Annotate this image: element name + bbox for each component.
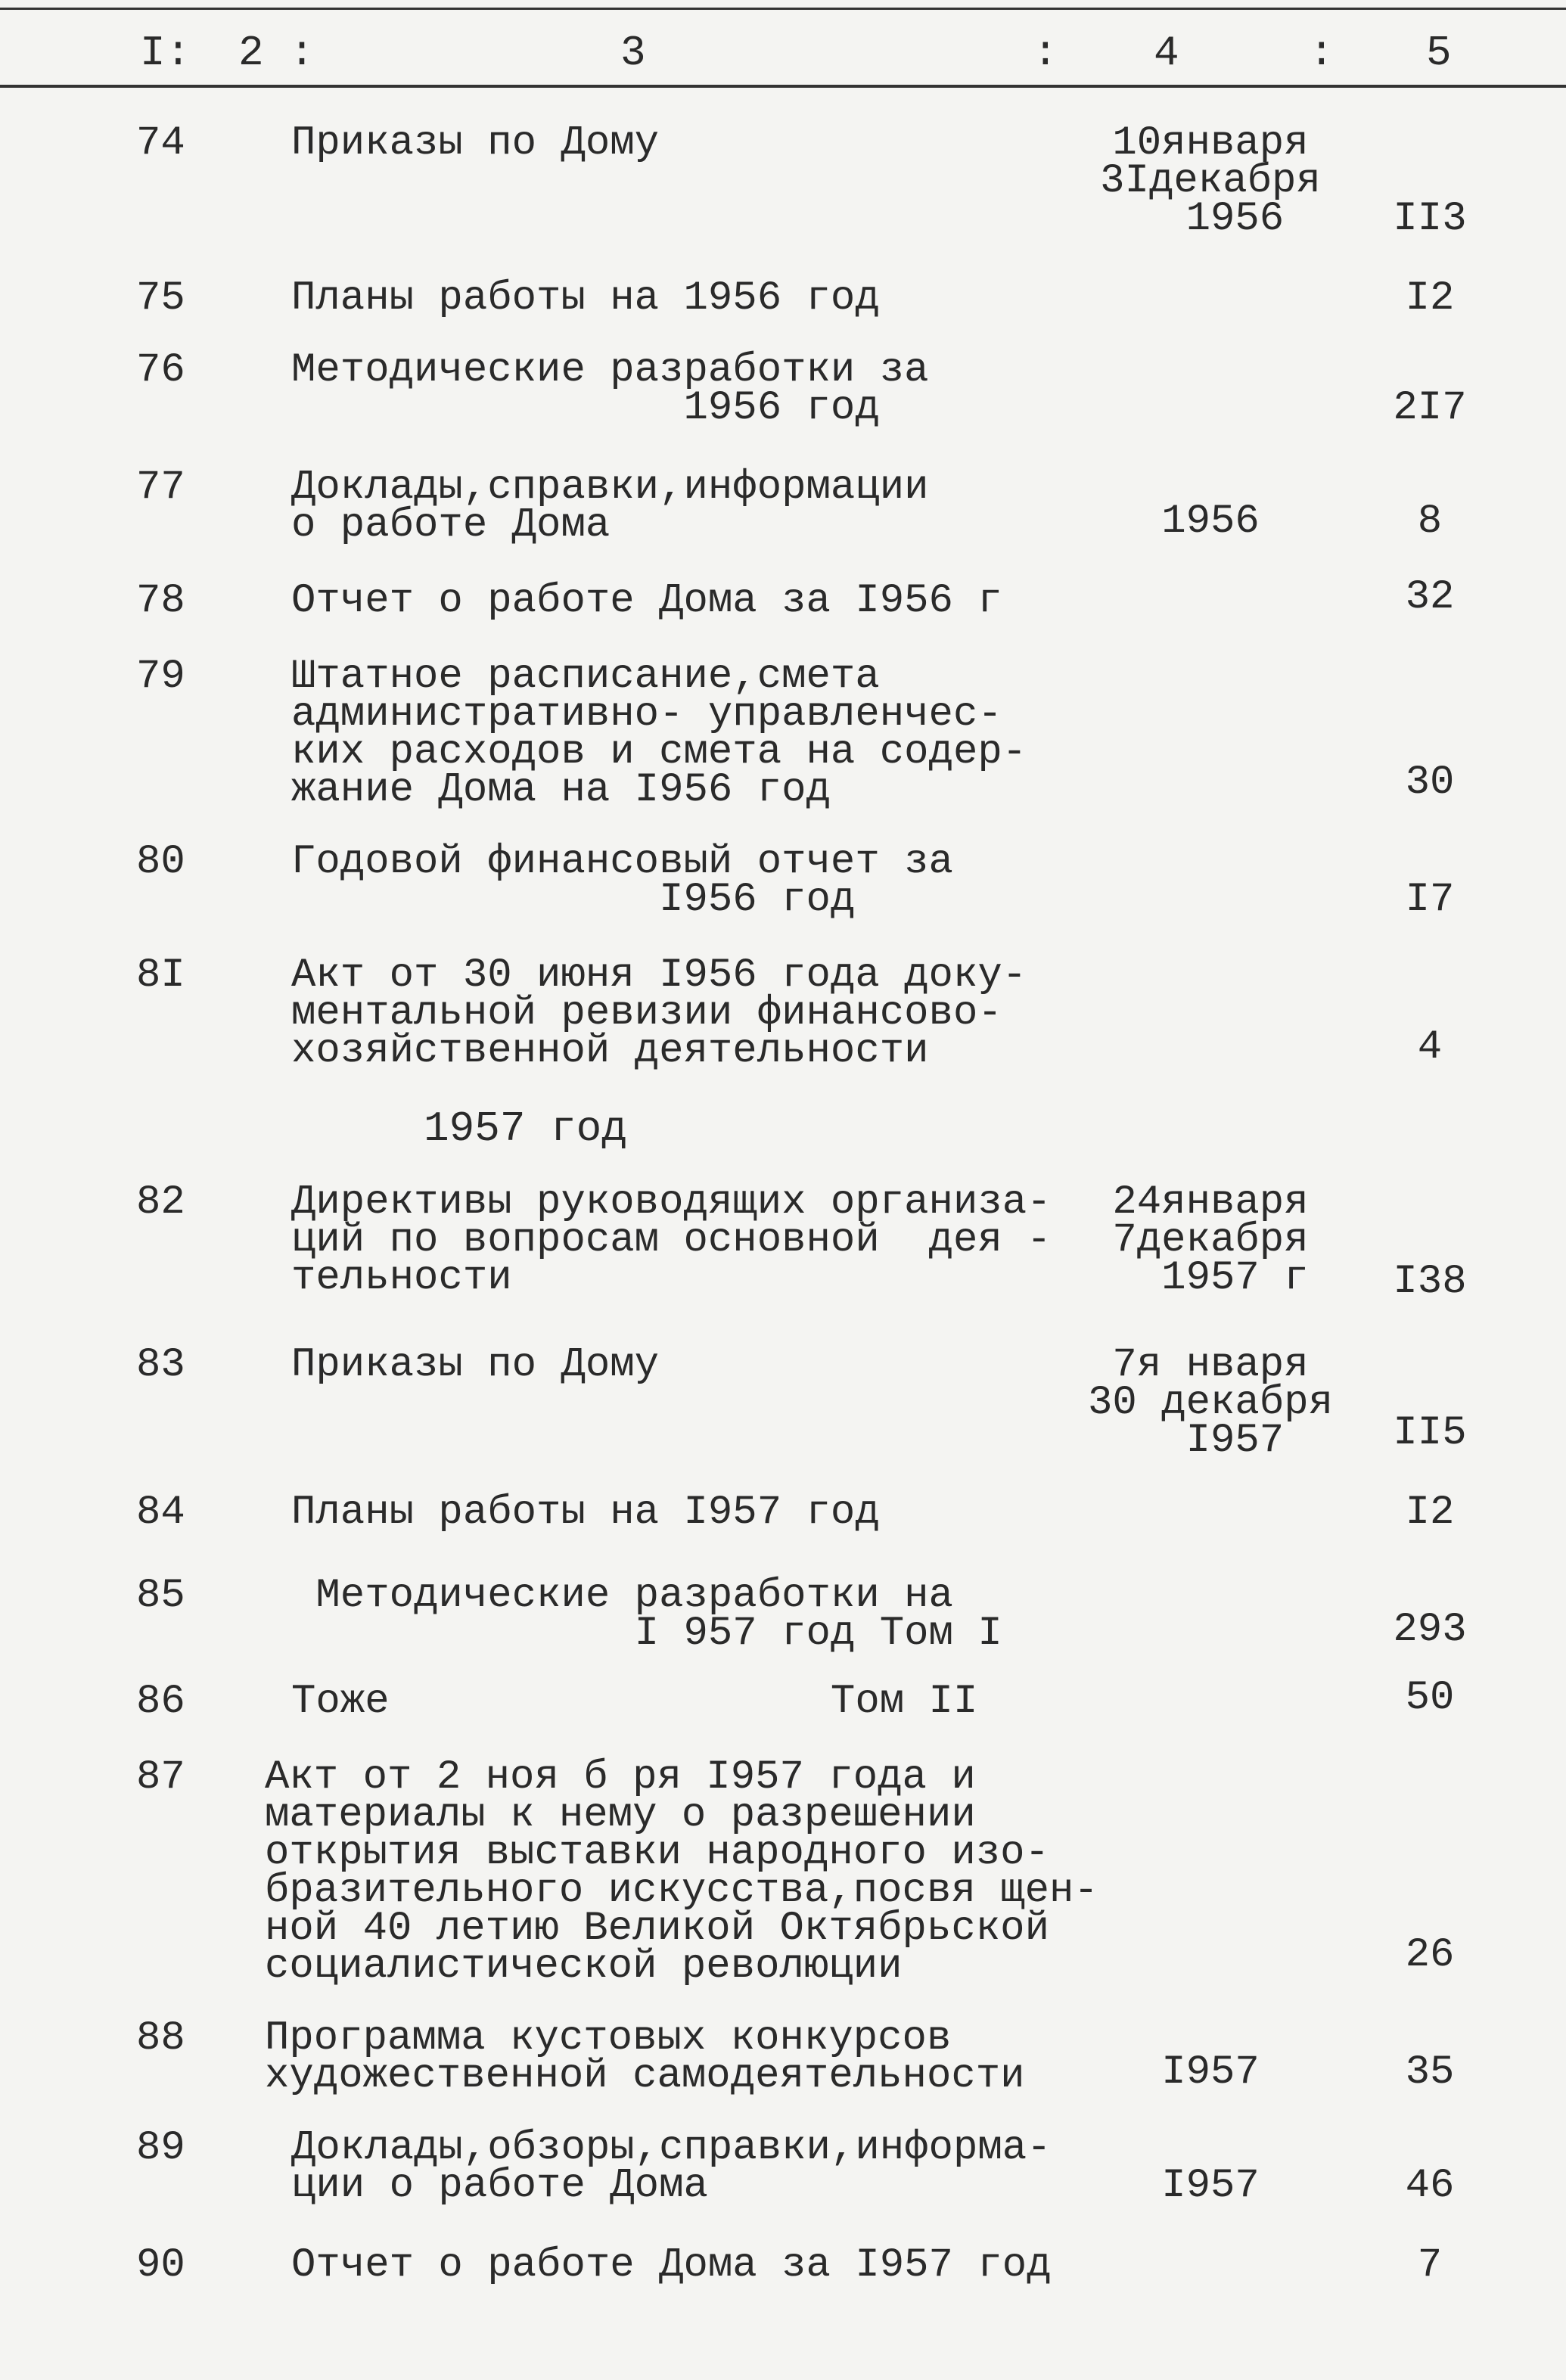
row-number: 85 [136,1573,185,1619]
row-sheet-count: II3 [1393,196,1467,242]
row-number: 78 [136,578,185,624]
row-title: Тоже Том II [291,1679,978,1725]
row-title: Акт от 30 июня I956 года доку- ментальной ревизии финансово- хозяйственной деятельности [291,952,1027,1074]
row-number: 88 [136,2015,185,2062]
row-date: 24января 7декабря 1957 г [1112,1179,1309,1301]
row-number: 87 [136,1754,185,1801]
row-title: Отчет о работе Дома за I956 г [291,578,1002,624]
row-sheet-count: 2I7 [1393,385,1467,431]
row-sheet-count: 35 [1405,2049,1455,2096]
row-title: Приказы по Дому [291,1342,660,1388]
row-title: Годовой финансовый отчет за I956 год [291,839,953,923]
row-number: 83 [136,1342,185,1388]
row-sheet-count: 32 [1405,574,1455,620]
row-sheet-count: 4 [1417,1024,1443,1070]
row-date: I957 [1161,2163,1260,2209]
row-sheet-count: 8 [1417,499,1443,545]
top-rule [0,8,1566,10]
header-rule [0,85,1566,88]
row-number: 79 [136,654,185,700]
year-heading: 1957 год [424,1105,627,1153]
row-number: 86 [136,1679,185,1725]
row-number: 76 [136,347,185,393]
row-number: 8I [136,952,185,999]
row-number: 80 [136,839,185,885]
row-title: Методические разработки за 1956 год [291,347,929,431]
row-sheet-count: II5 [1393,1410,1467,1456]
row-sheet-count: I38 [1393,1259,1467,1305]
row-sheet-count: 7 [1417,2242,1443,2288]
row-number: 90 [136,2242,185,2288]
row-date: 7я нваря 30 декабря I957 [1087,1342,1334,1464]
row-title: Штатное расписание,смета административно- управленчес- ких расходов и смета на содер- жание Дома на I956 год [291,654,1027,813]
row-title: Отчет о работе Дома за I957 год [291,2242,1052,2288]
row-number: 82 [136,1179,185,1226]
header-col-1: I: [140,29,191,77]
row-number: 77 [136,465,185,511]
row-title: Планы работы на 1956 год [291,275,880,322]
header-col-4: 4 [1154,29,1179,77]
row-title: Программа кустовых конкурсов художественной самодеятельности [265,2015,1025,2099]
row-title: Планы работы на I957 год [291,1490,880,1536]
header-sep-4: : [1309,29,1335,77]
row-title: Директивы руководящих организа- ций по вопросам основной дея - тельности [291,1179,1052,1301]
header-sep-3: : [1033,29,1058,77]
row-title: Акт от 2 ноя б ря I957 года и материалы к нему о разрешении открытия выставки народного изо- бразительного искусства,посвя щен- ной 40 летию Великой Октябрьской социалистической революции [265,1754,1098,1990]
row-date: 1956 [1161,499,1260,545]
row-sheet-count: 46 [1405,2163,1455,2209]
row-title: Приказы по Дому [291,120,660,166]
header-col-3: 3 [620,29,646,77]
row-sheet-count: I2 [1405,275,1455,322]
row-sheet-count: 293 [1393,1607,1467,1653]
row-date: 10января 3Iдекабря 1956 [1100,120,1321,242]
row-number: 75 [136,275,185,322]
header-col-5: 5 [1426,29,1452,77]
row-title: Методические разработки на I 957 год Том I [315,1573,1002,1657]
row-sheet-count: 26 [1405,1932,1455,1978]
row-number: 74 [136,120,185,166]
row-number: 89 [136,2125,185,2171]
row-sheet-count: 30 [1405,760,1455,806]
row-title: Доклады,обзоры,справки,информа- ции о работе Дома [291,2125,1052,2209]
row-sheet-count: I2 [1405,1490,1455,1536]
row-sheet-count: 50 [1405,1675,1455,1721]
row-title: Доклады,справки,информации о работе Дома [291,465,929,548]
row-number: 84 [136,1490,185,1536]
header-col-2: 2 : [238,29,315,77]
column-header [0,23,1566,83]
row-date: I957 [1161,2049,1260,2096]
row-sheet-count: I7 [1405,877,1455,923]
